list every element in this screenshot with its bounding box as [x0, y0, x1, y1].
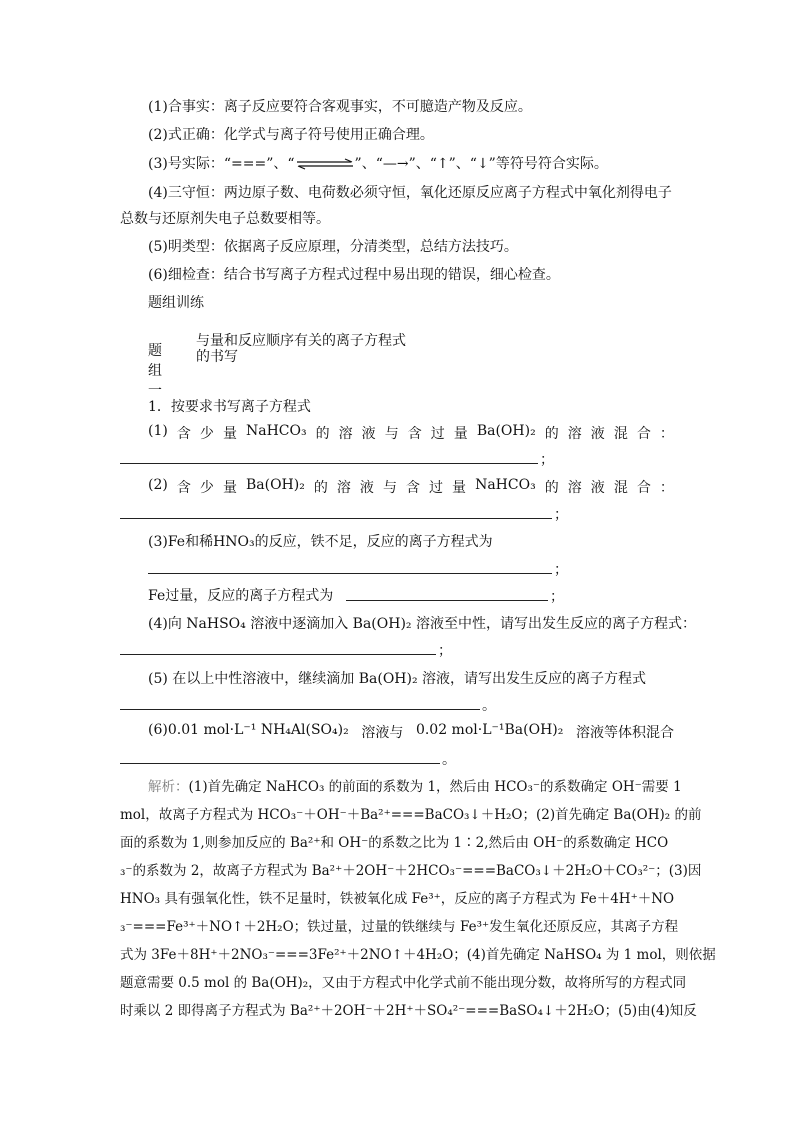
answer-blank-1[interactable]: [120, 463, 538, 464]
q2-part: 液: [590, 480, 605, 496]
q2-part: ：: [659, 480, 674, 496]
analysis-line-2: mol，故离子方程式为 HCO₃⁻＋OH⁻＋Ba²⁺===BaCO₃↓＋H₂O；(2)首先确定 Ba(OH)₂ 的前: [120, 807, 702, 823]
question-6-text: [148, 722, 674, 742]
answer-blank-4[interactable]: [120, 654, 436, 655]
q2-part: 的: [544, 480, 559, 496]
analysis-line-8: 题意需要 0.5 mol 的 Ba(OH)₂，又由于方程式中化学式前不能出现分数，故将所写的方程式同: [120, 975, 687, 991]
group-title-line-1: 与量和反应顺序有关的离子方程式: [196, 333, 406, 349]
principle-1: (1)合事实：离子反应要符合客观事实，不可臆造产物及反应。: [148, 99, 532, 115]
q1-part: 含: [407, 426, 422, 442]
q1-part: NaHCO₃: [245, 423, 307, 439]
period: 。: [482, 698, 496, 714]
equal-sign-symbol: ===: [231, 156, 267, 172]
q1-part: 与: [384, 426, 399, 442]
question-3-line-2: Fe过量，反应的离子方程式为: [148, 588, 334, 604]
q2-part: 溶: [567, 480, 582, 496]
principle-4-line-2: 总数与还原剂失电子总数要相等。: [120, 211, 330, 227]
q2-part: 少: [199, 480, 214, 496]
q6-part: 0.02 mol·L⁻¹Ba(OH)₂: [415, 722, 564, 738]
group-title-line-2: 的书写: [196, 349, 238, 365]
principle-2: (2)式正确：化学式与离子符号使用正确合理。: [148, 127, 434, 143]
question-heading: 1．按要求书写离子方程式: [148, 399, 311, 415]
q2-part: NaHCO₃: [475, 477, 536, 493]
q1-part: 液: [361, 426, 376, 442]
q2-part: 量: [222, 480, 237, 496]
training-heading: 题组训练: [148, 295, 204, 311]
single-arrow-symbol: —→: [382, 156, 409, 172]
q2-part: 与: [382, 480, 397, 496]
q6-part: 溶液与: [361, 725, 404, 741]
reversible-arrow-icon: [295, 158, 355, 170]
question-1-text: [148, 423, 674, 443]
q2-part: 混: [613, 480, 628, 496]
analysis-line-7: 式为 3Fe＋8H⁺＋2NO₃⁻===3Fe²⁺＋2NO↑＋4H₂O；(4)首先确定 NaHSO₄ 为 1 mol，则依据: [120, 947, 716, 963]
analysis-line-1: [148, 775, 714, 795]
q1-part: (1): [148, 423, 168, 439]
question-5: (5) 在以上中性溶液中，继续滴加 Ba(OH)₂ 溶液，请写出发生反应的离子方程式: [148, 671, 647, 687]
q1-part: 液: [590, 426, 605, 442]
q2-part: 量: [452, 480, 467, 496]
principle-3-text-d: ”、“↑”、“↓”等符号符合实际。: [408, 156, 608, 172]
q1-part: 的: [544, 426, 559, 442]
q6-part: (6)0.01 mol·L⁻¹ NH₄Al(SO₄)₂: [148, 722, 349, 738]
q1-part: 合: [636, 426, 651, 442]
principle-4-line-1: (4)三守恒：两边原子数、电荷数必须守恒，氧化还原反应离子方程式中氧化剂得电子: [148, 185, 672, 201]
semicolon: ；: [550, 589, 564, 605]
principle-3-text-c: ”、“: [354, 156, 383, 172]
analysis-line-9: 时乘以 2 即得离子方程式为 Ba²⁺＋2OH⁻＋2H⁺＋SO₄²⁻===BaSO₄↓＋2H₂O；(5)由(4)知反: [120, 1003, 697, 1019]
q1-part: 的: [315, 426, 330, 442]
question-4: (4)向 NaHSO₄ 溶液中逐滴加入 Ba(OH)₂ 溶液至中性，请写出发生反应的离子方程式：: [148, 616, 696, 632]
q1-part: 含: [176, 426, 191, 442]
analysis-line-5: HNO₃ 具有强氧化性，铁不足量时，铁被氧化成 Fe³⁺，反应的离子方程式为 Fe＋4H⁺＋NO: [120, 891, 675, 907]
q2-part: 的: [313, 480, 328, 496]
group-tag: 题组一: [148, 343, 162, 399]
q2-part: 含: [405, 480, 420, 496]
q2-part: 过: [429, 480, 444, 496]
answer-blank-3a[interactable]: [148, 573, 552, 574]
q1-part: 溶: [338, 426, 353, 442]
answer-blank-2[interactable]: [120, 518, 552, 519]
q1-part: ：: [659, 426, 674, 442]
principle-6: (6)细检查：结合书写离子方程式过程中易出现的错误，细心检查。: [148, 267, 560, 283]
q2-part: Ba(OH)₂: [245, 477, 305, 493]
principle-3-text-a: (3)号实际：“: [148, 156, 231, 172]
q6-part: 溶液等体积混合: [575, 725, 674, 741]
analysis-line-3: 面的系数为 1,则参加反应的 Ba²⁺和 OH⁻的系数之比为 1∶2,然后由 OH⁻的系数确定 HCO: [120, 835, 669, 851]
q1-part: 过: [430, 426, 445, 442]
period: 。: [442, 752, 456, 768]
q2-part: 溶: [336, 480, 351, 496]
q1-part: 溶: [567, 426, 582, 442]
semicolon: ；: [554, 562, 568, 578]
q2-part: 含: [176, 480, 191, 496]
q1-part: 混: [613, 426, 628, 442]
principle-3: [148, 153, 608, 173]
q1-part: 量: [222, 426, 237, 442]
q2-part: 液: [359, 480, 374, 496]
analysis-text: (1)首先确定 NaHCO₃ 的前面的系数为 1，然后由 HCO₃⁻的系数确定 OH⁻需要 1: [188, 779, 682, 795]
analysis-line-6: ₃⁻===Fe³⁺＋NO↑＋2H₂O；铁过量，过量的铁继续与 Fe³⁺发生氧化还原反应，其离子方程: [120, 919, 679, 935]
q1-part: 量: [453, 426, 468, 442]
answer-blank-3b[interactable]: [346, 600, 548, 601]
semicolon: ；: [438, 643, 452, 659]
principle-3-text-b: ”、“: [266, 156, 295, 172]
q2-part: 合: [636, 480, 651, 496]
semicolon: ；: [540, 452, 554, 468]
answer-blank-5[interactable]: [120, 709, 480, 710]
answer-blank-6[interactable]: [120, 763, 440, 764]
semicolon: ；: [554, 507, 568, 523]
q1-part: Ba(OH)₂: [476, 423, 536, 439]
question-3-line-1: (3)Fe和稀HNO₃的反应，铁不足，反应的离子方程式为: [148, 534, 493, 550]
q2-part: (2): [148, 477, 168, 493]
q1-part: 少: [199, 426, 214, 442]
analysis-label: 解析：: [148, 779, 189, 795]
principle-5: (5)明类型：依据离子反应原理，分清类型，总结方法技巧。: [148, 239, 518, 255]
question-2-text: [148, 477, 674, 497]
analysis-line-4: ₃⁻的系数为 2，故离子方程式为 Ba²⁺＋2OH⁻＋2HCO₃⁻===BaCO₃↓＋2H₂O＋CO₃²⁻；(3)因: [120, 863, 702, 879]
